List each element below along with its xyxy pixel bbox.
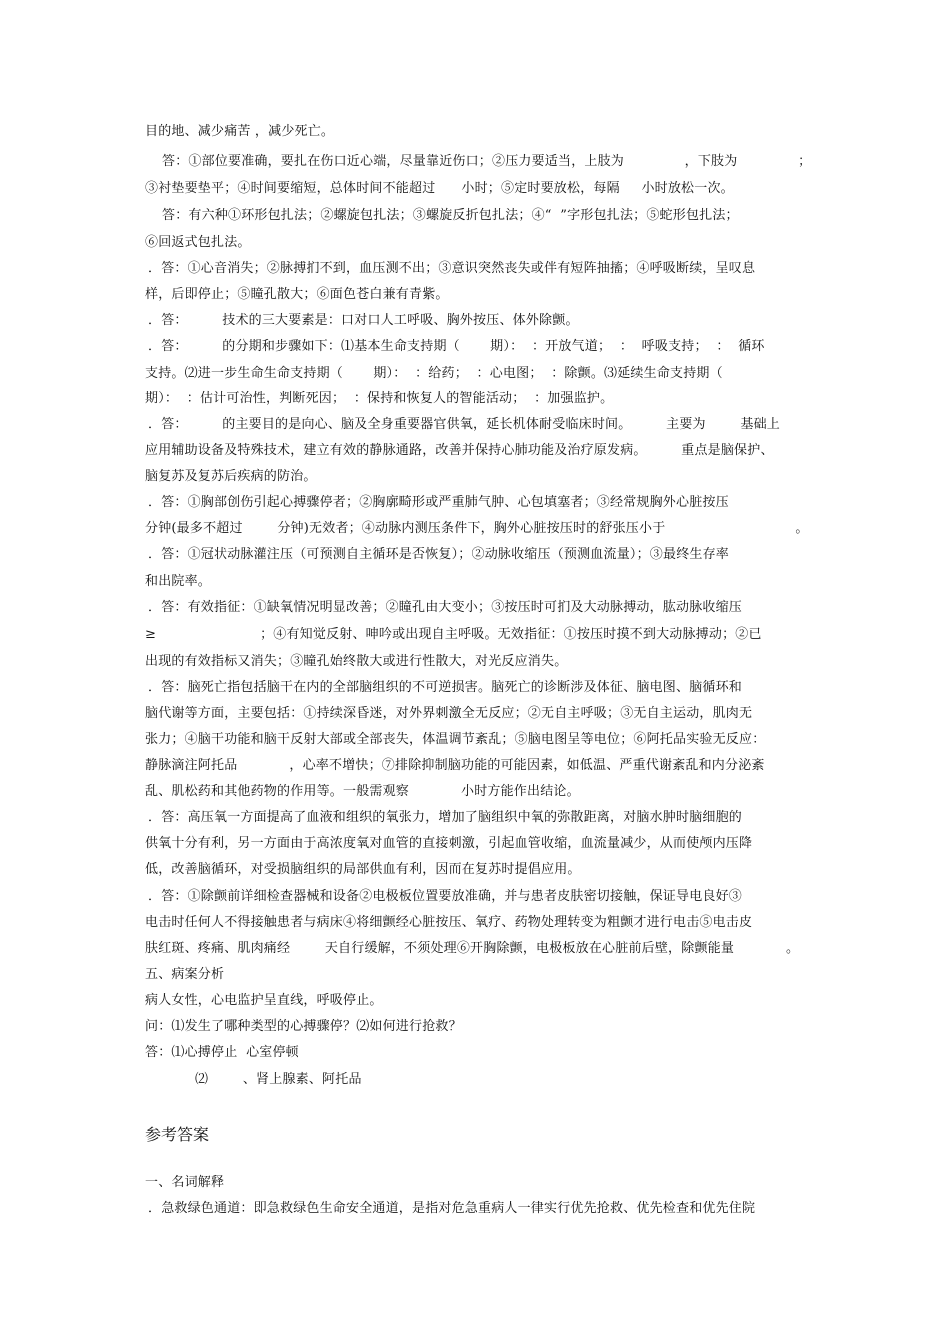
text-line: ．答：高压氧一方面提高了血液和组织的氧张力，增加了脑组织中氧的弥散距离，对脑水肿时脑细胞的 xyxy=(148,810,743,825)
text-line: 张力；④脑干功能和脑干反射大部或全部丧失，体温调节紊乱；⑤脑电图呈等电位；⑥阿托品实验无反应： xyxy=(145,732,766,747)
text-line: ．答：有效指征：①缺氧情况明显改善；②瞳孔由大变小；③按压时可扪及大动脉搏动，肱动脉收缩压 xyxy=(148,600,743,615)
text-line: ．答：①心音消失；②脉搏扪不到，血压测不出；③意识突然丧失或伴有短阵抽搐；④呼吸断续，呈叹息 xyxy=(148,261,756,276)
text-line: 脑复苏及复苏后疾病的防治。 xyxy=(145,469,317,484)
text-line: ．答： 的分期和步骤如下：⑴基本生命支持期（ 期）： ：开放气道； ： 呼吸支持； ： 循环 xyxy=(148,339,765,354)
text-line: ≥ ；④有知觉反射、呻吟或出现自主呼吸。无效指征：①按压时摸不到大动脉搏动；②已 xyxy=(145,627,762,642)
text-line: ⑵ 、肾上腺素、阿托品 xyxy=(195,1072,362,1087)
text-line: 低，改善脑循环，对受损脑组织的局部供血有利，因而在复苏时提倡应用。 xyxy=(145,862,581,877)
text-line: ③衬垫要垫平；④时间要缩短，总体时间不能超过 小时；⑤定时要放松，每隔 小时放松一次。 xyxy=(145,181,734,196)
text-line: 分钟(最多不超过 分钟)无效者；④动脉内测压条件下，胸外心脏按压时的舒张压小于 。 xyxy=(145,521,809,536)
text-line: 和出院率。 xyxy=(145,574,212,589)
text-line: 出现的有效指标又消失；③瞳孔始终散大或进行性散大，对光反应消失。 xyxy=(145,654,568,669)
text-line: 肤红斑、疼痛、肌肉痛经 天自行缓解，不须处理⑥开胸除颤，电极板放在心脏前后壁，除颤能量 。 xyxy=(145,941,800,956)
text-line: ．答：①除颤前详细检查器械和设备②电极板位置要放准确，并与患者皮肤密切接触，保证导电良好③ xyxy=(148,889,743,904)
text-line: ．答：①冠状动脉灌注压（可预测自主循环是否恢复）；②动脉收缩压（预测血流量）；③最终生存率 xyxy=(148,547,730,562)
section-heading: 一、名词解释 xyxy=(145,1175,225,1190)
text-line: 问：⑴发生了哪种类型的心搏骤停？⑵如何进行抢救？ xyxy=(145,1019,462,1034)
text-line: 应用辅助设备及特殊技术，建立有效的静脉通路，改善并保持心肺功能及治疗原发病。 重点是脑保护、 xyxy=(145,443,774,458)
text-line: 答：⑴心搏停止 心室停顿 xyxy=(145,1045,299,1060)
text-line: ．答：①胸部创伤引起心搏骤停者；②胸廓畸形或严重肺气肿、心包填塞者；③经常规胸外心脏按压 xyxy=(148,495,729,510)
text-line: 期）： ：估计可治性，判断死因； ：保持和恢复人的智能活动； ：加强监护。 xyxy=(145,391,614,406)
text-line: ．急救绿色通道：即急救绿色生命安全通道，是指对危急重病人一律实行优先抢救、优先检查和优先住院 xyxy=(148,1201,756,1216)
text-line: 静脉滴注阿托品 ，心率不增快；⑦排除抑制脑功能的可能因素，如低温、严重代谢紊乱和内分泌紊 xyxy=(145,758,765,773)
text-line: ．答： 技术的三大要素是：口对口人工呼吸、胸外按压、体外除颤。 xyxy=(148,313,579,328)
text-line: 支持。⑵进一步生命生命支持期（ 期）： ：给药； ：心电图； ：除颤。⑶延续生命支持期（ xyxy=(145,366,723,381)
text-line: ⑥回返式包扎法。 xyxy=(145,235,251,250)
text-line: 供氧十分有利，另一方面由于高浓度氧对血管的直接刺激，引起血管收缩，血流量减少，从而使颅内压降 xyxy=(145,836,753,851)
text-line: 乱、肌松药和其他药物的作用等。一般需观察 小时方能作出结论。 xyxy=(145,784,580,799)
text-line: 病人女性，心电监护呈直线，呼吸停止。 xyxy=(145,993,383,1008)
text-line: 电击时任何人不得接触患者与病床④将细颤经心脏按压、氧疗、药物处理转变为粗颤才进行电击⑤电击皮 xyxy=(145,915,753,930)
text-line: ．答： 的主要目的是向心、脑及全身重要器官供氧，延长机体耐受临床时间。 主要为 基础上 xyxy=(148,417,780,432)
text-line: 目的地、减少痛苦 ，减少死亡。 xyxy=(145,124,335,139)
reference-answer-heading: 参考答案 xyxy=(145,1125,210,1144)
text-line: 答：①部位要准确，要扎在伤口近心端，尽量靠近伤口；②压力要适当，上肢为 ，下肢为 ； xyxy=(162,154,812,169)
text-line: 脑代谢等方面，主要包括：①持续深昏迷，对外界刺激全无反应；②无自主呼吸；③无自主运动，肌肉无 xyxy=(145,706,753,721)
section-heading: 五、病案分析 xyxy=(145,967,225,982)
text-line: ．答：脑死亡指包括脑干在内的全部脑组织的不可逆损害。脑死亡的诊断涉及体征、脑电图、脑循环和 xyxy=(148,680,743,695)
text-line: 答：有六种①环形包扎法；②螺旋包扎法；③螺旋反折包扎法；④“ ”字形包扎法；⑤蛇形包扎法； xyxy=(162,208,739,223)
text-line: 样，后即停止；⑤瞳孔散大；⑥面色苍白兼有青紫。 xyxy=(145,287,449,302)
